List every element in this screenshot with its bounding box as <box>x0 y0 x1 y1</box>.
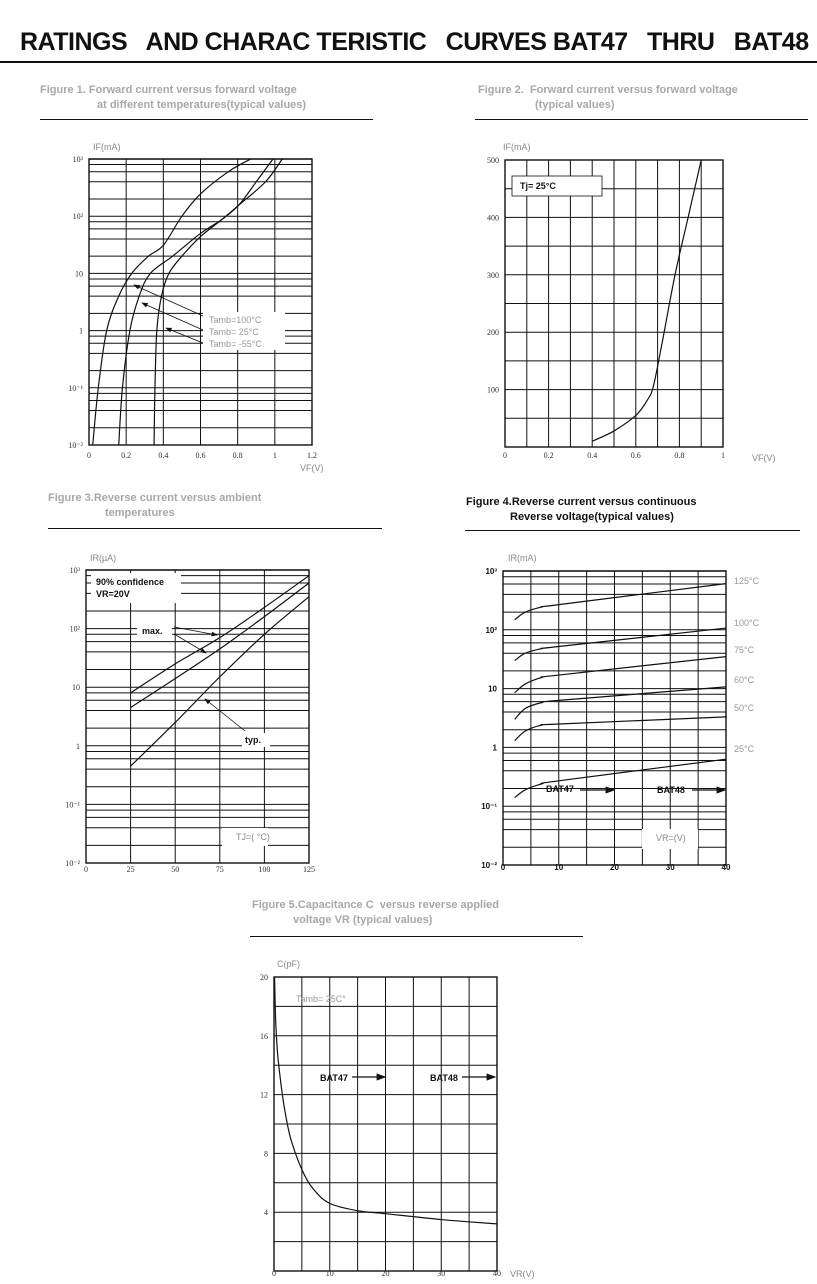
y-tick-label: 10⁻² <box>68 441 83 450</box>
figure-5-subtitle: voltage VR (typical values) <box>293 914 433 926</box>
y-tick-label: 1 <box>492 743 497 753</box>
figure-1-title: Figure 1. Forward current versus forward voltage <box>40 84 297 96</box>
x-tick-label: 0.4 <box>587 451 598 460</box>
figure-3-subtitle: temperatures <box>105 507 175 519</box>
x-tick-label: 1 <box>272 451 277 460</box>
x-axis-label: TJ=( °C) <box>236 832 270 842</box>
x-tick-label: 0 <box>503 451 507 460</box>
y-tick-label: 8 <box>264 1149 268 1159</box>
x-tick-label: 20 <box>610 863 619 872</box>
x-tick-label: 1 <box>721 451 725 460</box>
figure-2-plot <box>505 160 723 447</box>
x-tick-label: 40 <box>493 1269 501 1278</box>
vr-label: VR=20V <box>96 589 130 599</box>
x-tick-label: 0.6 <box>630 451 641 460</box>
y-tick-label: 1 <box>79 326 83 336</box>
temperature-label: 100°C <box>734 618 760 628</box>
y-axis-label: IR(mA) <box>508 553 537 563</box>
x-tick-label: 50 <box>171 865 180 874</box>
y-tick-label: 10² <box>69 624 80 634</box>
x-tick-label: 75 <box>215 865 224 874</box>
x-axis-label: VF(V) <box>752 453 776 463</box>
bat48-label: BAT48 <box>657 785 685 795</box>
y-tick-label: 10⁻² <box>481 861 497 870</box>
x-tick-label: 0.2 <box>543 451 554 460</box>
x-tick-label: 10 <box>325 1269 334 1278</box>
bat48-label: BAT48 <box>430 1073 458 1083</box>
figure-4-subtitle: Reverse voltage(typical values) <box>510 511 674 523</box>
x-tick-label: 0.8 <box>674 451 685 460</box>
legend-label-100c: Tamb=100°C <box>209 315 262 325</box>
series-line-75-c <box>515 657 726 693</box>
y-tick-label: 200 <box>487 328 499 338</box>
figure-4-plot <box>503 571 726 865</box>
arrow-icon <box>205 699 245 731</box>
bat47-label: BAT47 <box>320 1073 348 1083</box>
confidence-label: 90% confidence <box>96 577 165 587</box>
y-axis-label: IF(mA) <box>93 142 121 152</box>
x-axis-label: VF(V) <box>300 463 324 473</box>
figure-3-title: Figure 3.Reverse current versus ambient <box>48 492 262 504</box>
bat47-label: BAT47 <box>546 784 574 794</box>
y-tick-label: 10 <box>75 269 83 279</box>
figure-1-subtitle: at different temperatures(typical values) <box>97 99 307 111</box>
x-tick-label: 40 <box>721 863 731 872</box>
temperature-label: 125°C <box>734 576 760 586</box>
y-tick-label: 12 <box>260 1090 268 1100</box>
figure-5-plot <box>274 977 497 1271</box>
typ-label: typ. <box>245 735 262 745</box>
temperature-label: 50°C <box>734 703 755 713</box>
x-tick-label: 0 <box>500 863 506 872</box>
y-tick-label: 1 <box>76 741 80 751</box>
x-tick-label: 0.2 <box>121 451 132 460</box>
x-tick-label: 0 <box>87 451 91 460</box>
figure-3-plot <box>86 570 309 863</box>
x-tick-label: 0 <box>272 1269 276 1278</box>
x-tick-label: 10 <box>554 863 564 872</box>
temperature-label: 25°C <box>734 744 755 754</box>
plot-frame <box>86 570 309 863</box>
legend-label-minus55c: Tamb= -55°C <box>209 339 262 349</box>
y-tick-label: 10⁻¹ <box>481 802 497 812</box>
arrow-icon <box>134 285 203 316</box>
x-axis-label: VR=(V) <box>656 833 686 843</box>
y-tick-label: 10³ <box>69 566 80 575</box>
series-line-tj-25-c <box>592 160 701 441</box>
y-tick-label: 400 <box>487 213 499 223</box>
figure-1-plot <box>89 159 312 445</box>
y-axis-label: C(pF) <box>277 959 300 969</box>
y-tick-label: 10² <box>72 212 83 222</box>
y-tick-label: 300 <box>487 270 499 280</box>
temperature-label: 75°C <box>734 645 755 655</box>
x-tick-label: 25 <box>126 865 135 874</box>
series-line-100-c <box>515 628 726 660</box>
y-tick-label: 10⁻¹ <box>65 800 80 810</box>
y-axis-label: IR(µA) <box>90 553 117 563</box>
figure-2-title: Figure 2. Forward current versus forward voltage <box>478 84 738 96</box>
x-tick-label: 20 <box>381 1269 390 1278</box>
temperature-label: 60°C <box>734 675 755 685</box>
x-tick-label: 0 <box>84 865 88 874</box>
x-tick-label: 125 <box>303 865 315 874</box>
legend-label-25c: Tamb= 25°C <box>209 327 259 337</box>
condition-label: Tamb= 25C° <box>296 994 346 1004</box>
figure-4-title: Figure 4.Reverse current versus continuous <box>466 496 697 508</box>
x-tick-label: 0.4 <box>158 451 169 460</box>
x-tick-label: 100 <box>258 865 271 874</box>
series-line-tamb-55-c <box>154 159 282 445</box>
max-label: max. <box>142 626 163 636</box>
y-tick-label: 16 <box>260 1031 268 1041</box>
x-tick-label: 30 <box>665 863 675 872</box>
y-tick-label: 10 <box>488 684 497 694</box>
series-line-60-c <box>515 687 726 719</box>
y-tick-label: 10⁻² <box>65 859 80 868</box>
series-line-50-c <box>515 717 726 741</box>
y-tick-label: 20 <box>260 973 268 982</box>
y-tick-label: 500 <box>487 156 499 165</box>
condition-label: Tj= 25°C <box>520 181 556 191</box>
x-axis-label: VR(V) <box>510 1269 535 1279</box>
x-tick-label: 1.2 <box>307 451 317 460</box>
figure-5-title: Figure 5.Capacitance C versus reverse applied <box>252 899 500 911</box>
page-title: RATINGS AND CHARAC TERISTIC CURVES BAT47 THRU BAT48 <box>20 28 809 56</box>
y-tick-label: 10² <box>485 625 497 635</box>
figure-2-subtitle: (typical values) <box>535 99 615 111</box>
y-tick-label: 10³ <box>72 155 83 164</box>
y-tick-label: 10 <box>72 683 80 693</box>
series-line-tamb-25-c <box>119 159 273 445</box>
x-tick-label: 30 <box>437 1269 446 1278</box>
y-axis-label: IF(mA) <box>503 142 531 152</box>
y-tick-label: 4 <box>264 1208 268 1218</box>
x-tick-label: 0.8 <box>232 451 243 460</box>
y-tick-label: 10³ <box>485 567 497 576</box>
series-line-125-c <box>515 584 726 620</box>
y-tick-label: 100 <box>487 385 499 395</box>
x-tick-label: 0.6 <box>195 451 206 460</box>
arrow-icon <box>174 634 206 653</box>
y-tick-label: 10⁻¹ <box>68 383 83 393</box>
arrow-icon <box>142 303 203 330</box>
